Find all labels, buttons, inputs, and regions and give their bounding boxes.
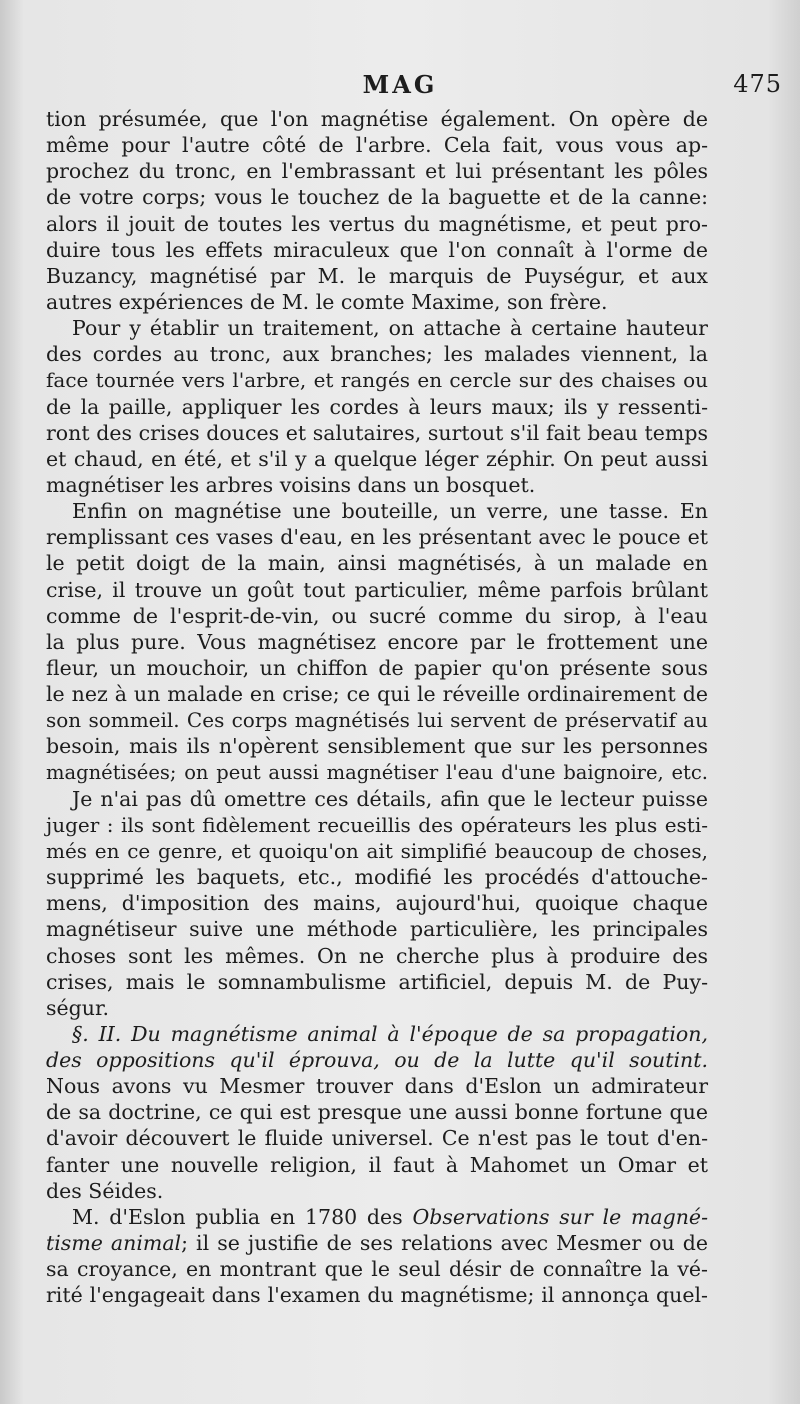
text-line: son sommeil. Ces corps magnétisés lui servent de préservatif au xyxy=(46,708,708,733)
text-line: §. II. Du magnétisme animal à l'époque de sa propagation, xyxy=(72,1021,708,1046)
text-line: des cordes au tronc, aux branches; les malades viennent, la xyxy=(46,342,708,367)
text-line: Nous avons vu Mesmer trouver dans d'Eslon un admirateur xyxy=(46,1074,708,1099)
text-line: comme de l'esprit-de-vin, ou sucré comme du sirop, à l'eau xyxy=(46,603,708,628)
text-line: més en ce genre, et quoiqu'on ait simplifié beaucoup de choses, xyxy=(46,838,708,863)
body-text xyxy=(46,106,708,1308)
text-line: fanter une nouvelle religion, il faut à Mahomet un Omar et xyxy=(46,1152,708,1177)
text-line: sa croyance, en montrant que le seul désir de connaître la vé- xyxy=(46,1257,708,1282)
text-line: besoin, mais ils n'opèrent sensiblement que sur les personnes xyxy=(46,734,708,759)
text-line: de la paille, appliquer les cordes à leurs maux; ils y ressenti- xyxy=(46,394,708,419)
page-number: 475 xyxy=(733,70,782,98)
text-line: magnétisées; on peut aussi magnétiser l'eau d'une baignoire, etc. xyxy=(46,760,708,784)
text-line: Enfin on magnétise une bouteille, un verre, une tasse. En xyxy=(72,499,708,524)
text-line: Pour y établir un traitement, on attache à certaine hauteur xyxy=(72,316,708,341)
text-line: d'avoir découvert le fluide universel. Ce n'est pas le tout d'en- xyxy=(46,1126,708,1151)
text-line: des oppositions qu'il éprouva, ou de la lutte qu'il soutint. xyxy=(46,1048,708,1073)
text-line: la plus pure. Vous magnétisez encore par le frottement une xyxy=(46,629,708,654)
text-line: de votre corps; vous le touchez de la baguette et de la canne: xyxy=(46,185,708,210)
text-line: choses sont les mêmes. On ne cherche plus à produire des xyxy=(46,943,708,968)
running-title: MAG xyxy=(362,70,438,99)
text-line: rité l'engageait dans l'examen du magnétisme; il annonça quel- xyxy=(46,1283,708,1308)
text-line: mens, d'imposition des mains, aujourd'hui, quoique chaque xyxy=(46,891,708,916)
text-line: duire tous les effets miraculeux que l'on connaît à l'orme de xyxy=(46,237,708,262)
text-line: ségur. xyxy=(46,995,110,1020)
text-line: magnétiseur suive une méthode particulière, les principales xyxy=(46,917,708,942)
text-line: prochez du tronc, en l'embrassant et lui présentant les pôles xyxy=(46,159,708,184)
text-line: magnétiser les arbres voisins dans un bosquet. xyxy=(46,472,536,497)
text-line: tion présumée, que l'on magnétise également. On opère de xyxy=(46,107,708,131)
text-line: juger : ils sont fidèlement recueillis des opérateurs les plus esti- xyxy=(46,812,708,837)
text-line: de sa doctrine, ce qui est presque une aussi bonne fortune que xyxy=(46,1100,708,1125)
text-line: crise, il trouve un goût tout particulier, même parfois brûlant xyxy=(46,577,708,602)
text-line: même pour l'autre côté de l'arbre. Cela fait, vous vous ap- xyxy=(46,133,708,158)
text-line: face tournée vers l'arbre, et rangés en cercle sur des chaises ou xyxy=(46,368,708,393)
text-line: remplissant ces vases d'eau, en les présentant avec le pouce et xyxy=(46,525,708,550)
text-line: alors il jouit de toutes les vertus du magnétisme, et peut pro- xyxy=(46,211,708,236)
text-line: fleur, un mouchoir, un chiffon de papier qu'on présente sous xyxy=(46,655,708,680)
text-line: Buzancy, magnétisé par M. le marquis de Puységur, et aux xyxy=(46,263,708,288)
text-line: le nez à un malade en crise; ce qui le réveille ordinairement de xyxy=(46,682,708,707)
text-line: et chaud, en été, et s'il y a quelque léger zéphir. On peut aussi xyxy=(46,446,708,471)
text-line: le petit doigt de la main, ainsi magnétisés, à un malade en xyxy=(46,551,708,576)
text-line: autres expériences de M. le comte Maxime, son frère. xyxy=(46,289,608,314)
text-line: Je n'ai pas dû omettre ces détails, afin que le lecteur puisse xyxy=(72,786,708,811)
text-line: crises, mais le somnambulisme artificiel, depuis M. de Puy- xyxy=(46,969,708,994)
text-line: ront des crises douces et salutaires, surtout s'il fait beau temps xyxy=(46,420,708,445)
text-line: supprimé les baquets, etc., modifié les procédés d'attouche- xyxy=(46,865,708,890)
text-line: des Séides. xyxy=(46,1178,164,1203)
text-line: tisme animal; il se justifie de ses relations avec Mesmer ou de xyxy=(46,1231,708,1256)
text-line: M. d'Eslon publia en 1780 des Observations sur le magné- xyxy=(72,1204,708,1229)
running-head xyxy=(0,70,800,106)
